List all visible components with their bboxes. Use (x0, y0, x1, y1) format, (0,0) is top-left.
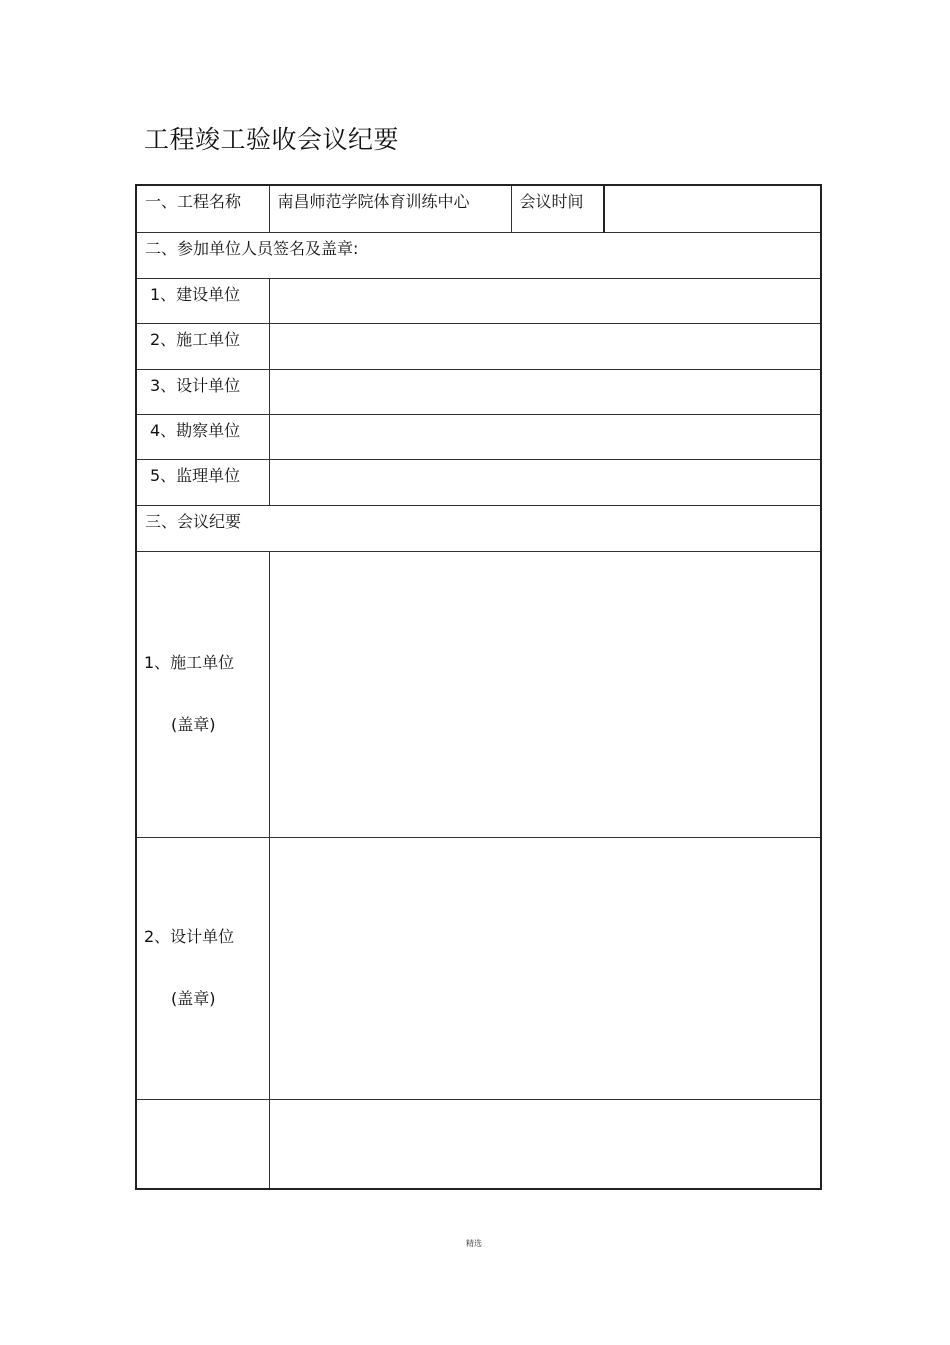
minutes-heading-row (136, 505, 821, 551)
minutes-entry-label: 1、施工单位 (144, 653, 235, 672)
minutes-entry-content (270, 1100, 821, 1105)
document-title: 工程竣工验收会议纪要 (144, 125, 400, 154)
seal-note: (盖章) (171, 989, 216, 1008)
minutes-entry-label-cell (136, 837, 269, 1099)
unit-label-cell (136, 369, 269, 414)
designer-minutes-field[interactable] (269, 837, 821, 1099)
participant-unit-row (136, 369, 821, 414)
unit-signature-value (270, 279, 821, 284)
participants-heading-row (136, 232, 821, 278)
participant-unit-row (136, 323, 821, 369)
meeting-time-label: 会议时间 (519, 192, 584, 211)
meeting-time-label-cell (511, 185, 604, 232)
unit-label: 2、施工单位 (150, 329, 241, 349)
unit-label: 1、建设单位 (150, 284, 241, 304)
minutes-heading-cell (136, 505, 821, 551)
construction-owner-signature-field[interactable] (269, 278, 821, 323)
participants-heading-cell (136, 232, 821, 278)
project-name-value: 南昌师范学院体育训练中心 (277, 192, 470, 211)
meeting-time-value (605, 186, 820, 191)
participant-unit-row (136, 278, 821, 323)
minutes-entry-label-cell (136, 551, 269, 837)
supervisor-signature-field[interactable] (269, 459, 821, 505)
contractor-signature-field[interactable] (269, 323, 821, 369)
participant-unit-row (136, 459, 821, 505)
footer-mark: 精选 (466, 1239, 482, 1248)
project-name-value-cell[interactable] (269, 185, 511, 232)
project-name-label: 一、工程名称 (145, 192, 242, 211)
unit-signature-value (270, 324, 821, 329)
participants-heading: 二、参加单位人员签名及盖章: (145, 238, 359, 258)
contractor-minutes-field[interactable] (269, 551, 821, 837)
unit-label-cell (136, 278, 269, 323)
minutes-entry-row (136, 837, 821, 1099)
unit-label-cell (136, 414, 269, 459)
additional-minutes-field[interactable] (269, 1099, 821, 1189)
unit-signature-value (270, 460, 821, 465)
project-info-row (136, 185, 821, 232)
unit-signature-value (270, 370, 821, 375)
seal-note: (盖章) (171, 715, 216, 734)
meeting-time-field[interactable] (604, 185, 821, 232)
minutes-entry-content (270, 838, 821, 843)
participant-unit-row (136, 414, 821, 459)
unit-signature-value (270, 415, 821, 420)
unit-label-cell (136, 323, 269, 369)
project-name-label-cell (136, 185, 269, 232)
unit-label: 4、勘察单位 (150, 420, 241, 440)
minutes-heading: 三、会议纪要 (145, 511, 242, 531)
minutes-entry-row (136, 1099, 821, 1189)
minutes-entry-label-cell (136, 1099, 269, 1189)
unit-label: 5、监理单位 (150, 465, 241, 485)
minutes-entry-label: 2、设计单位 (144, 927, 235, 946)
acceptance-minutes-form (135, 184, 822, 1190)
minutes-entry-content (270, 552, 821, 557)
unit-label-cell (136, 459, 269, 505)
unit-label: 3、设计单位 (150, 375, 241, 395)
surveyor-signature-field[interactable] (269, 414, 821, 459)
designer-signature-field[interactable] (269, 369, 821, 414)
minutes-entry-row (136, 551, 821, 837)
